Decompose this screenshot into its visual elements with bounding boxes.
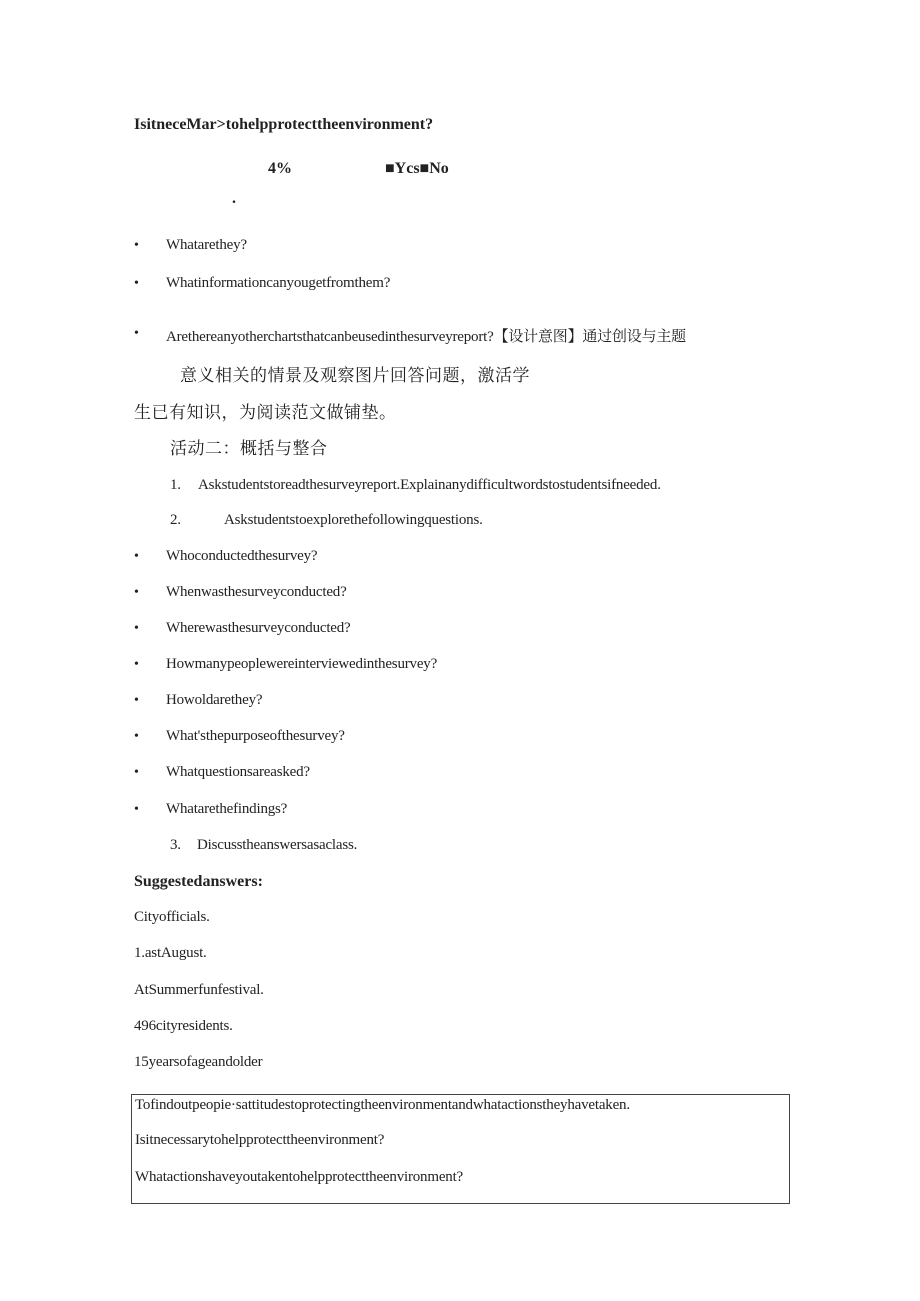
bullet: • — [134, 238, 139, 253]
step-number: 1. — [170, 477, 181, 493]
step-text: Askstudentstoexplorethefollowingquestions. — [224, 512, 483, 528]
step-number: 2. — [170, 512, 181, 528]
intent-continuation: 生已有知识，为阅读范文做铺垫。 — [134, 403, 397, 422]
answer-item: AtSummerfunfestival. — [134, 982, 264, 998]
answer-item: 15yearsofageandolder — [134, 1054, 263, 1070]
chart-percent-label: 4% — [268, 160, 292, 177]
step-text: Discusstheanswersasaclass. — [197, 837, 358, 853]
bullet: • — [134, 693, 139, 708]
step-number: 3. — [170, 837, 181, 853]
bullet: • — [134, 765, 139, 780]
list-item: Whatarethey? — [166, 237, 247, 253]
chart-dot: . — [232, 190, 236, 207]
activity-title: 活动二：概括与整合 — [170, 439, 328, 458]
bullet: • — [134, 802, 139, 817]
list-item: What'sthepurposeofthesurvey? — [166, 728, 345, 744]
chart-legend: ■Ycs■No — [385, 160, 449, 177]
answer-box — [131, 1094, 790, 1204]
answer-item: 496cityresidents. — [134, 1018, 233, 1034]
list-item-with-intent: Arethereanyotherchartsthatcanbeusedinthesurveyreport?【设计意图】通过创设与主题 — [166, 329, 686, 345]
list-item: Whenwasthesurveyconducted? — [166, 584, 347, 600]
bullet: • — [134, 585, 139, 600]
bullet: • — [134, 549, 139, 564]
list-item: Howoldarethey? — [166, 692, 263, 708]
answers-heading: Suggestedanswers: — [134, 873, 263, 890]
chart-question: IsitneceMar>tohelpprotecttheenvironment? — [134, 116, 434, 133]
bullet: • — [134, 621, 139, 636]
answer-item: Cityofficials. — [134, 909, 210, 925]
list-item: Whatinformationcanyougetfromthem? — [166, 275, 391, 291]
answer-box-line: Isitnecessarytohelpprotecttheenvironment? — [135, 1132, 385, 1148]
answer-item: 1.astAugust. — [134, 945, 207, 961]
intent-continuation: 意义相关的情景及观察图片回答问题，激活学 — [180, 366, 530, 385]
bullet: • — [134, 276, 139, 291]
list-item: Whatquestionsareasked? — [166, 764, 310, 780]
bullet: • — [134, 657, 139, 672]
answer-box-line: Whatactionshaveyoutakentohelpprotecttheenvironment? — [135, 1169, 464, 1185]
answer-box-line: Tofindoutpeopie·sattitudestoprotectingtheenvironmentandwhatactionstheyhavetaken. — [135, 1097, 630, 1113]
list-item: Wherewasthesurveyconducted? — [166, 620, 351, 636]
list-item: Whoconductedthesurvey? — [166, 548, 318, 564]
list-item: Howmanypeoplewereinterviewedinthesurvey? — [166, 656, 438, 672]
bullet: • — [134, 729, 139, 744]
step-text: Askstudentstoreadthesurveyreport.Explainanydifficultwordstostudentsifneeded. — [198, 477, 661, 493]
bullet: • — [134, 326, 139, 341]
list-item: Whatarethefindings? — [166, 801, 288, 817]
